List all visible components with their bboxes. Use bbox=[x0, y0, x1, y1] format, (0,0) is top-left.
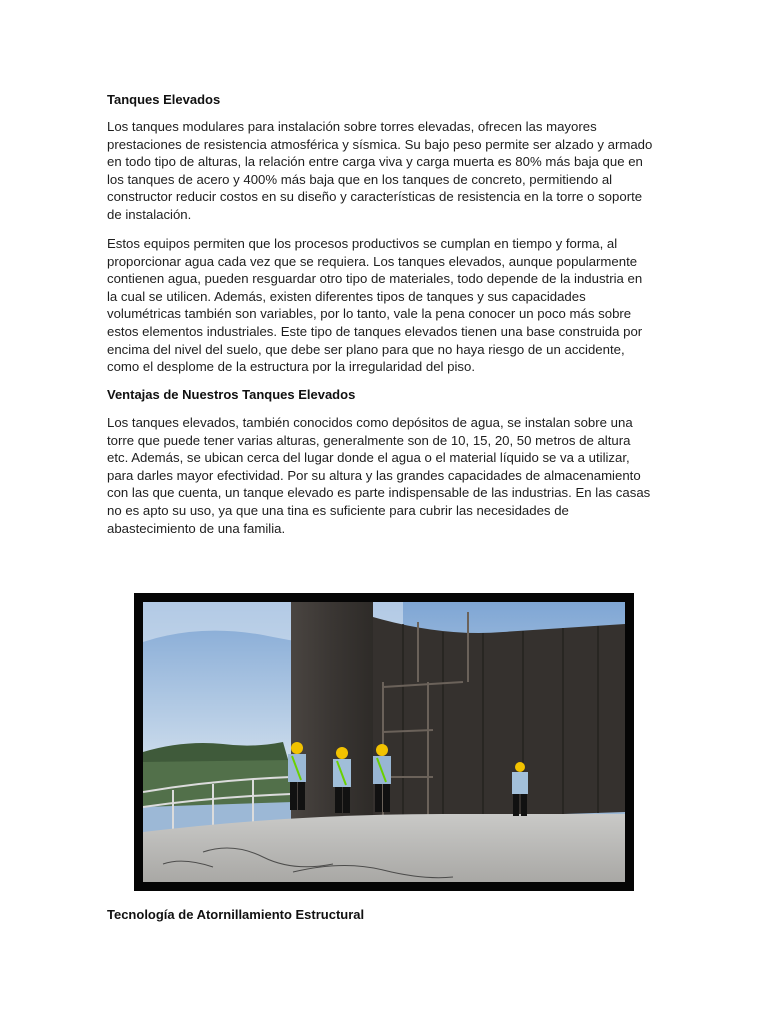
paragraph-elevated-tanks-towers: Los tanques elevados, también conocidos como depósitos de agua, se instalan sobre una torre que puede tener varias alturas, generalmente son de 10, 15, 20, 50 metros de altura etc. Además, se ubican cerca del lugar donde el agua o el material líquido se va a utilizar, para darles mayor efectividad. Por su altura y las grandes capacidades de almacenamiento con las que cuenta, un tanque elevado es parte indispensable de las industrias. En las casas no es apto su uso, ya que una tina es suficiente para cubrir las necesidades de abastecimiento de una familia. bbox=[107, 415, 651, 536]
photo-frame bbox=[134, 593, 634, 891]
section-heading-ventajas: Ventajas de Nuestros Tanques Elevados bbox=[107, 387, 356, 402]
tank-assembly-illustration bbox=[143, 602, 625, 882]
construction-photo bbox=[143, 602, 625, 882]
section-heading-tecnologia: Tecnología de Atornillamiento Estructural bbox=[107, 907, 365, 922]
paragraph-production-processes: Estos equipos permiten que los procesos productivos se cumplan en tiempo y forma, al proporcionar agua cada vez que se requiera. Los tanques elevados, aunque popularmente contienen agua, pueden resguardar otro tipo de materiales, todo depende de la industria en la cual se utilicen. Además, existen diferentes tipos de tanques y sus capacidades volumétricas también son variables, por lo tanto, vale la pena conocer un poco más sobre estos elementos industriales. Este tipo de tanques elevados tienen una base construida por encima del nivel del suelo, que debe ser plano para que no haya riesgo de un accidente, como el desplome de la estructura por la irregularidad del piso. bbox=[107, 236, 643, 375]
section-heading-tanques-elevados: Tanques Elevados bbox=[107, 92, 221, 107]
paragraph-modular-tanks: Los tanques modulares para instalación sobre torres elevadas, ofrecen las mayores prestaciones de resistencia atmosférica y sísmica. Su bajo peso permite ser alzado y armado en todo tipo de alturas, la relación entre carga viva y carga muerta es 80% más baja que en los tanques de acero y 400% más baja que en los tanques de concreto, permitiendo al constructor reducir costos en su diseño y características de resistencia en la torre o soporte de instalación. bbox=[107, 119, 653, 222]
